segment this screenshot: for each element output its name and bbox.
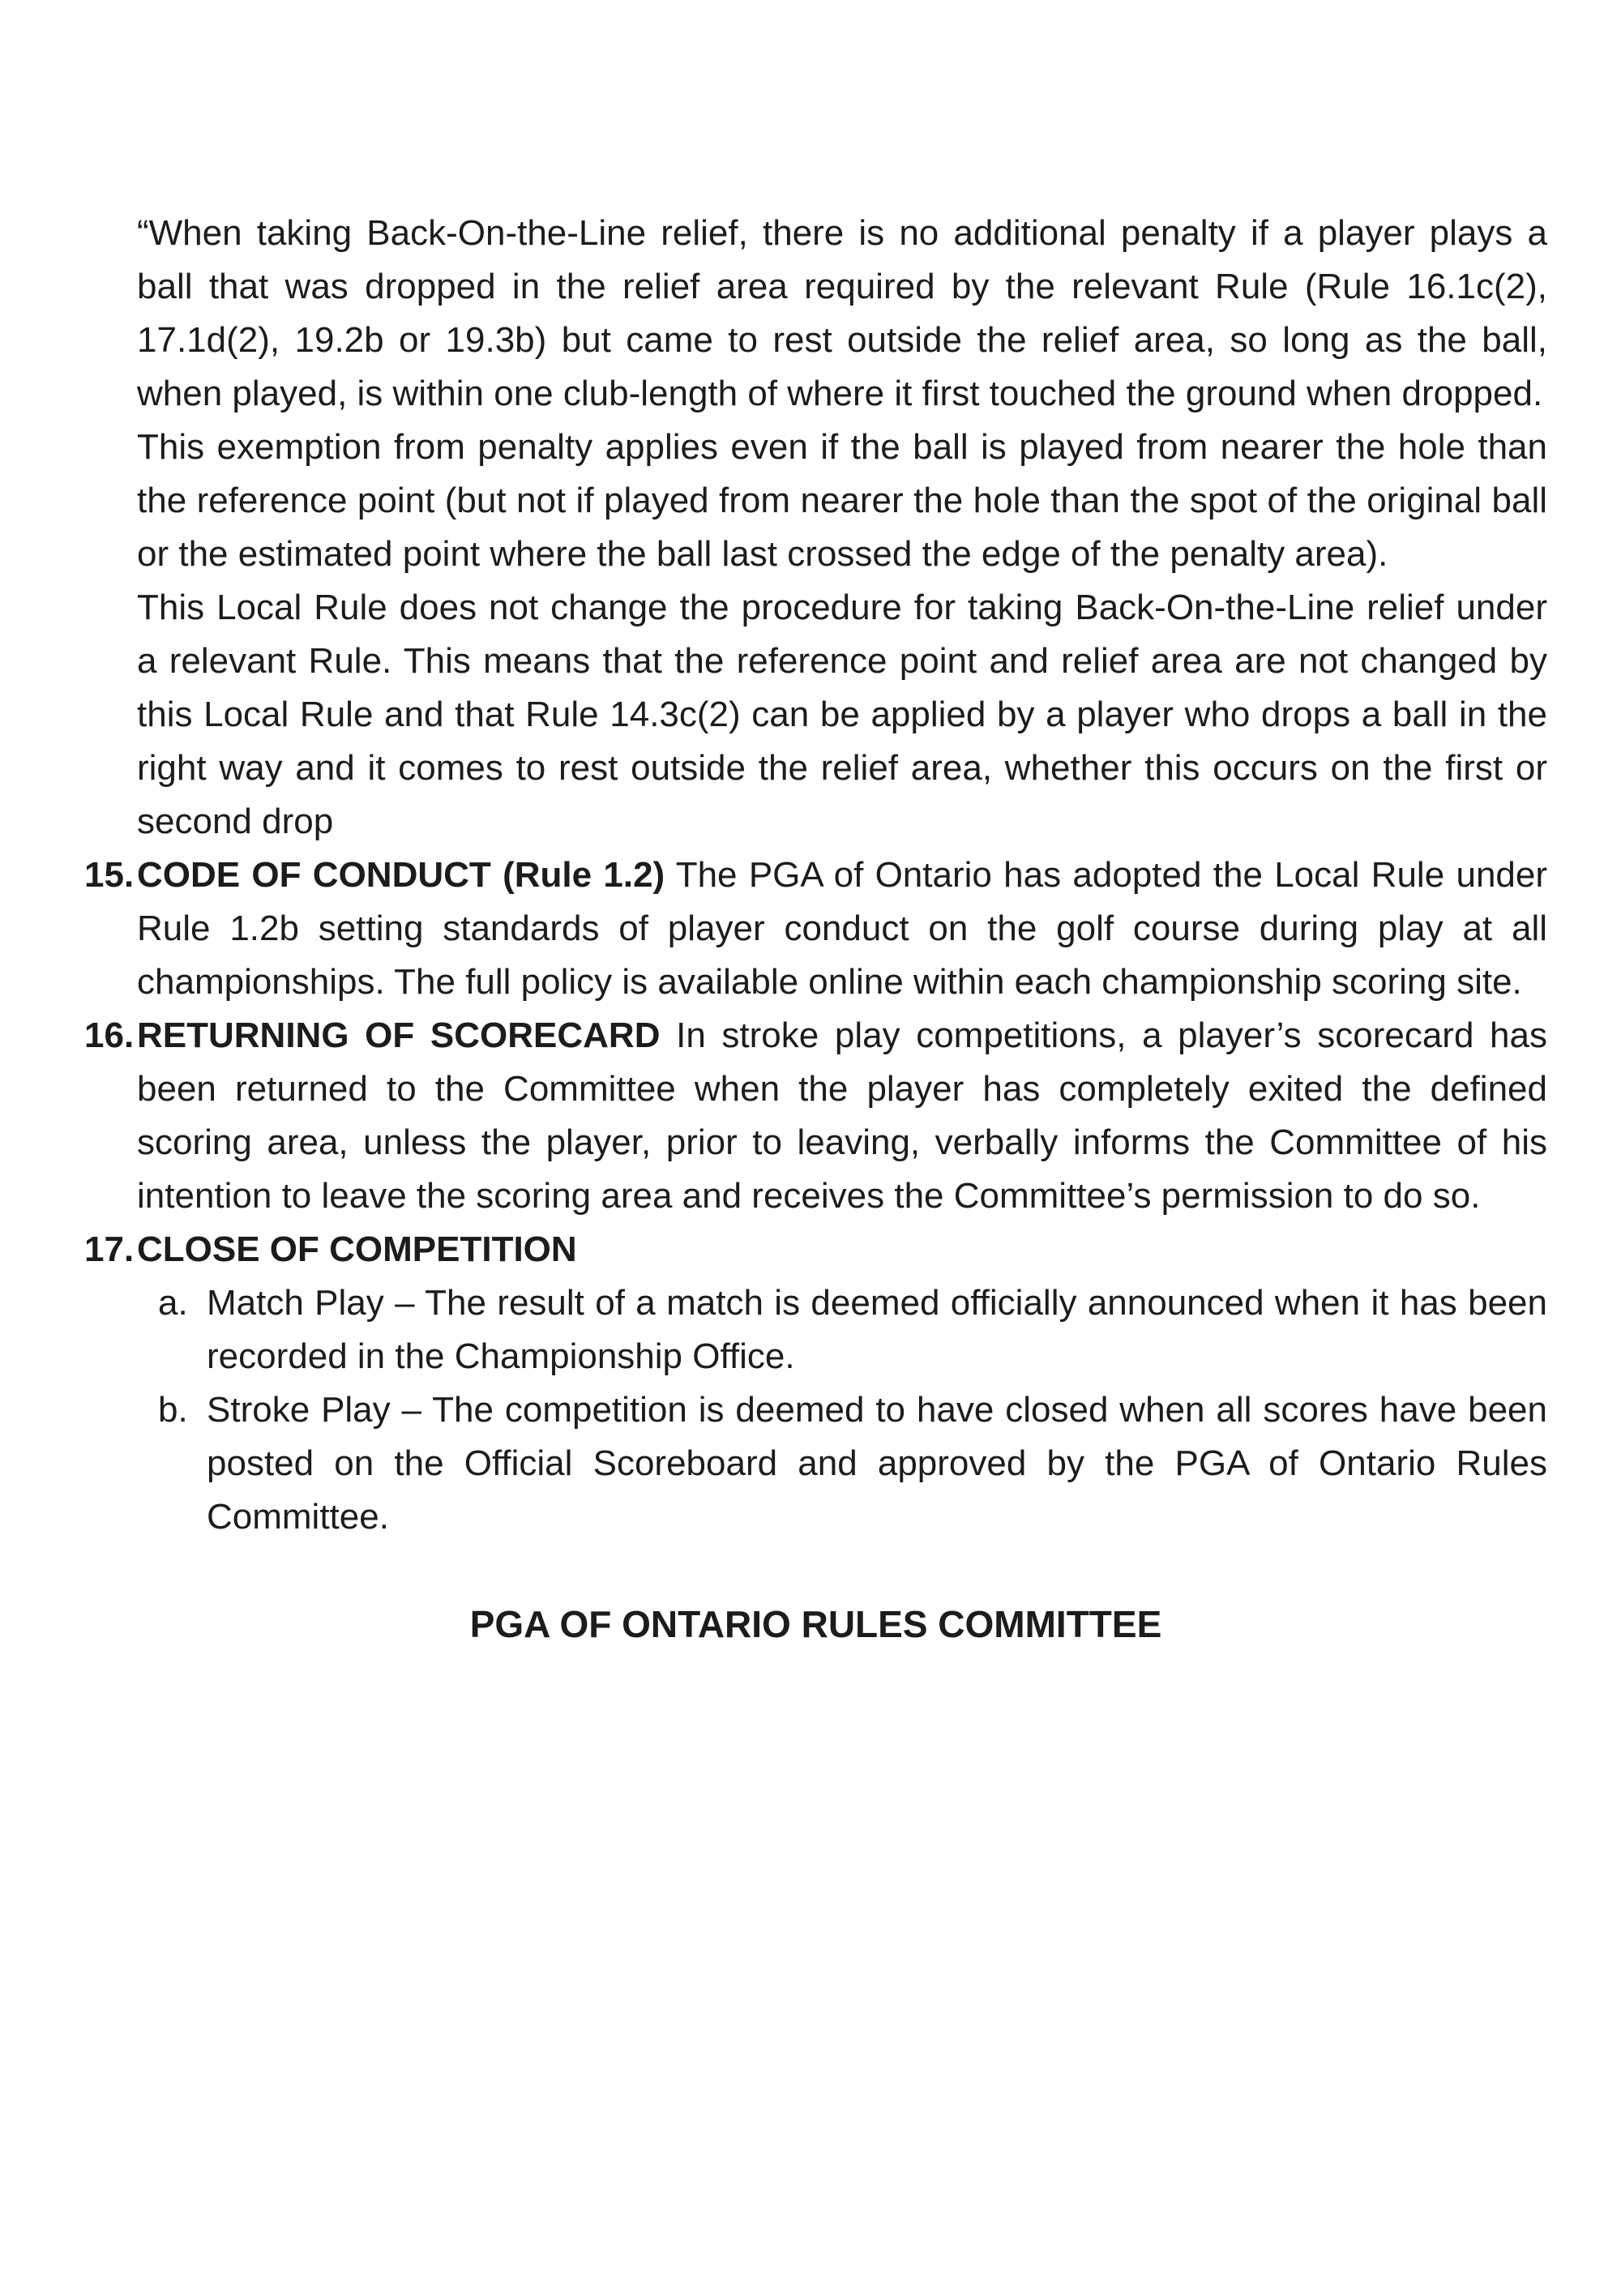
rule-item-17-number: 17. [84, 1229, 135, 1269]
rule-item-15 [84, 849, 1547, 1009]
subitem-b-letter: b. [158, 1390, 188, 1430]
committee-footer-title: PGA OF ONTARIO RULES COMMITTEE [469, 1603, 1162, 1645]
subitem-a-text: Match Play – The result of a match is deemed officially announced when it has been recorded in the Championship Office. [207, 1283, 1547, 1376]
paragraph-penalty-exemption: This exemption from penalty applies even if the ball is played from nearer the hole than the reference point (but not if played from nearer the hole than the spot of the original ball or the estimated point where the ball last crossed the edge of the penalty area). [137, 427, 1547, 574]
rule-item-17-title: CLOSE OF COMPETITION [137, 1229, 577, 1269]
rule-item-17-body [137, 1223, 1547, 1544]
rule-item-16-number: 16. [84, 1015, 135, 1055]
paragraph-back-on-line-relief: “When taking Back-On-the-Line relief, there is no additional penalty if a player plays a ball that was dropped in the relief area required by the relevant Rule (Rule 16.1c(2), 17.1d(2), 19.2b or 19.3b) but came to rest outside the relief area, so long as the ball, when played, is within one club-length of where it first touched the ground when dropped. [137, 213, 1547, 413]
rule-item-16 [84, 1009, 1547, 1223]
subitem-a-letter: a. [158, 1283, 188, 1323]
local-rule-text-block [84, 207, 1547, 849]
rule-item-15-number: 15. [84, 855, 135, 895]
rule-item-17-subitem-b [158, 1383, 1547, 1544]
rule-item-16-title: RETURNING OF SCORECARD [137, 1015, 661, 1055]
rule-item-17-subitem-a [158, 1276, 1547, 1383]
rule-item-16-body [137, 1009, 1547, 1223]
rule-item-16-text: In stroke play competitions, a player’s scorecard has been returned to the Committee when the player has completely exited the defined scoring area, unless the player, prior to leaving, verbally informs the Committee of his intention to leave the scoring area and receives the Committee’s permission to do so. [137, 1015, 1547, 1216]
subitem-b-text: Stroke Play – The competition is deemed to have closed when all scores have been posted on the Official Scoreboard and approved by the PGA of Ontario Rules Committee. [207, 1390, 1547, 1537]
rule-item-15-title: CODE OF CONDUCT (Rule 1.2) [137, 855, 665, 895]
rule-item-15-text: The PGA of Ontario has adopted the Local Rule under Rule 1.2b setting standards of player conduct on the golf course during play at all championships. The full policy is available online within each championship scoring site. [137, 855, 1548, 1002]
rule-item-15-body [137, 849, 1547, 1009]
rule-item-17 [84, 1223, 1547, 1544]
paragraph-procedure-unchanged: This Local Rule does not change the procedure for taking Back-On-the-Line relief under a relevant Rule. This means that the reference point and relief area are not changed by this Local Rule and that Rule 14.3c(2) can be applied by a player who drops a ball in the right way and it comes to rest outside the relief area, whether this occurs on the first or second drop [137, 588, 1547, 841]
